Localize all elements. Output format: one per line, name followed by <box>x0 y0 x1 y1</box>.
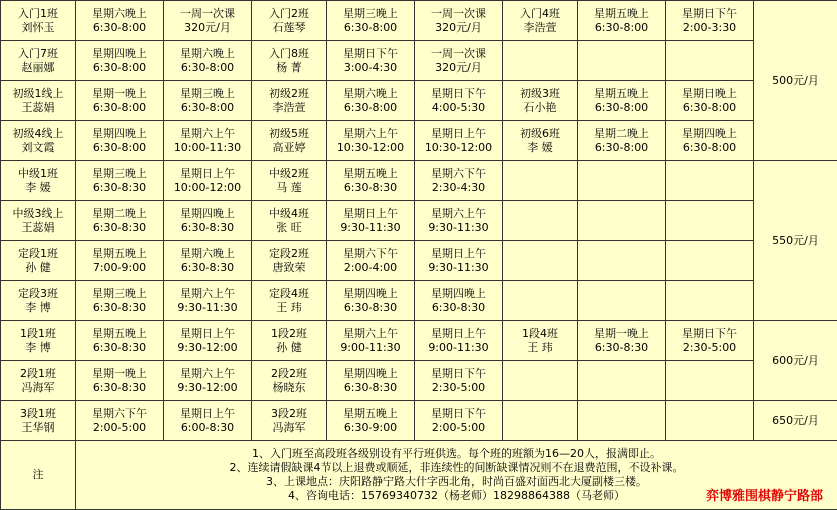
schedule-time-cell <box>666 321 754 361</box>
cell-line-secondary: 李 博 <box>25 340 51 354</box>
table-row <box>1 81 837 121</box>
cell-line-secondary: 冯海军 <box>272 420 306 434</box>
cell-line-secondary: 6:30-8:00 <box>594 20 649 34</box>
cell-line-secondary: 4:00-5:30 <box>431 100 486 114</box>
cell-line-primary: 星期二晚上 <box>92 206 147 220</box>
schedule-time-cell <box>164 241 252 281</box>
schedule-time-cell <box>578 281 666 321</box>
cell-line-secondary: 王蕊娟 <box>21 100 55 114</box>
class-name-cell <box>503 81 578 121</box>
schedule-time-cell <box>76 81 164 121</box>
schedule-time-cell <box>415 81 503 121</box>
cell-line-secondary: 孙 健 <box>25 260 51 274</box>
schedule-time-cell <box>76 201 164 241</box>
cell-line-primary: 1段1班 <box>20 326 56 340</box>
schedule-time-cell <box>164 81 252 121</box>
schedule-time-cell <box>327 281 415 321</box>
cell-line-secondary: 6:00-8:30 <box>180 420 235 434</box>
table-row <box>1 401 837 441</box>
cell-line-primary: 星期三晚上 <box>92 166 147 180</box>
cell-line-primary: 初级3班 <box>520 86 560 100</box>
class-name-cell <box>503 41 578 81</box>
schedule-time-cell <box>578 81 666 121</box>
cell-line-primary: 星期六下午 <box>343 246 398 260</box>
cell-line-secondary: 6:30-8:00 <box>682 140 737 154</box>
cell-line-secondary: 唐致荣 <box>272 260 306 274</box>
cell-line-secondary: 3:00-4:30 <box>343 60 398 74</box>
schedule-time-cell <box>415 161 503 201</box>
cell-line-secondary: 6:30-8:00 <box>180 100 235 114</box>
cell-line-secondary: 6:30-8:30 <box>92 180 147 194</box>
table-row <box>1 201 837 241</box>
cell-line-secondary: 6:30-8:30 <box>180 220 235 234</box>
schedule-time-cell <box>415 321 503 361</box>
schedule-time-cell <box>164 401 252 441</box>
schedule-time-cell <box>164 361 252 401</box>
schedule-time-cell <box>327 121 415 161</box>
cell-line-secondary: 张 旺 <box>276 220 302 234</box>
cell-line-secondary: 刘怀玉 <box>21 20 55 34</box>
schedule-time-cell <box>76 161 164 201</box>
schedule-time-cell <box>666 121 754 161</box>
cell-line-secondary: 冯海军 <box>21 380 55 394</box>
class-name-cell <box>503 1 578 41</box>
cell-line-secondary: 王蕊娟 <box>21 220 55 234</box>
cell-line-primary: 星期五晚上 <box>343 166 398 180</box>
schedule-time-cell <box>578 121 666 161</box>
cell-line-primary: 入门1班 <box>18 6 58 20</box>
cell-line-secondary: 9:30-11:30 <box>428 220 489 234</box>
cell-line-primary: 一周一次课 <box>180 6 235 20</box>
class-name-cell <box>503 241 578 281</box>
schedule-time-cell <box>327 361 415 401</box>
cell-line-secondary: 6:30-8:30 <box>92 300 147 314</box>
cell-line-secondary: 6:30-8:30 <box>343 300 398 314</box>
class-name-cell <box>252 1 327 41</box>
cell-line-secondary: 6:30-8:30 <box>343 180 398 194</box>
schedule-time-cell <box>415 281 503 321</box>
class-name-cell <box>503 361 578 401</box>
cell-line-primary: 一周一次课 <box>431 6 486 20</box>
cell-line-primary: 定段1班 <box>18 246 58 260</box>
schedule-time-cell <box>327 161 415 201</box>
schedule-time-cell <box>76 41 164 81</box>
schedule-time-cell <box>415 361 503 401</box>
class-name-cell <box>503 201 578 241</box>
schedule-time-cell <box>666 201 754 241</box>
note-line: 1、入门班至高段班各级别设有平行班供选。每个班的班额为16—20人，报满即止。 <box>252 447 661 460</box>
cell-line-secondary: 6:30-8:00 <box>594 100 649 114</box>
cell-line-secondary: 9:00-11:30 <box>428 340 489 354</box>
cell-line-secondary: 9:30-12:00 <box>177 380 238 394</box>
class-name-cell <box>1 241 76 281</box>
cell-line-secondary: 6:30-8:00 <box>180 60 235 74</box>
schedule-body <box>1 1 837 510</box>
cell-line-secondary: 李 媛 <box>527 140 553 154</box>
cell-line-primary: 星期一晚上 <box>594 326 649 340</box>
schedule-time-cell <box>327 201 415 241</box>
cell-line-secondary: 2:30-5:00 <box>431 380 486 394</box>
cell-line-secondary: 9:00-11:30 <box>340 340 401 354</box>
cell-line-primary: 星期日上午 <box>431 326 486 340</box>
cell-line-secondary: 10:30-12:00 <box>424 140 493 154</box>
schedule-time-cell <box>666 161 754 201</box>
schedule-time-cell <box>76 121 164 161</box>
class-name-cell <box>1 201 76 241</box>
class-name-cell <box>252 361 327 401</box>
schedule-time-cell <box>415 241 503 281</box>
cell-line-primary: 2段1班 <box>20 366 56 380</box>
cell-line-primary: 初级5班 <box>269 126 309 140</box>
cell-line-primary: 定段2班 <box>269 246 309 260</box>
cell-line-secondary: 10:00-11:30 <box>173 140 242 154</box>
cell-line-primary: 星期六上午 <box>180 126 235 140</box>
cell-line-primary: 初级2班 <box>269 86 309 100</box>
cell-line-primary: 星期六上午 <box>180 286 235 300</box>
schedule-time-cell <box>415 121 503 161</box>
schedule-time-cell <box>76 401 164 441</box>
cell-line-secondary: 2:30-4:30 <box>431 180 486 194</box>
class-name-cell <box>503 161 578 201</box>
note-line: 2、连续请假缺课4节以上退费或顺延，非连续性的间断缺课情况则不在退费范围，不设补课。 <box>229 461 684 474</box>
cell-line-primary: 星期日下午 <box>343 46 398 60</box>
schedule-time-cell <box>164 1 252 41</box>
cell-line-secondary: 石小艳 <box>523 100 557 114</box>
cell-line-primary: 星期日上午 <box>431 246 486 260</box>
cell-line-primary: 星期六晚上 <box>180 246 235 260</box>
cell-line-primary: 星期四晚上 <box>343 286 398 300</box>
cell-line-primary: 中级3线上 <box>12 206 64 220</box>
schedule-time-cell <box>327 241 415 281</box>
cell-line-secondary: 10:00-12:00 <box>173 180 242 194</box>
class-name-cell <box>503 121 578 161</box>
cell-line-secondary: 李 媛 <box>25 180 51 194</box>
table-row <box>1 321 837 361</box>
cell-line-primary: 1段2班 <box>271 326 307 340</box>
price-cell: 600元/月 <box>754 321 837 401</box>
cell-line-primary: 星期一晚上 <box>92 86 147 100</box>
table-row <box>1 1 837 41</box>
schedule-time-cell <box>164 281 252 321</box>
schedule-time-cell <box>666 41 754 81</box>
cell-line-secondary: 王华钢 <box>21 420 55 434</box>
schedule-time-cell <box>327 1 415 41</box>
class-name-cell <box>1 401 76 441</box>
cell-line-secondary: 李浩萱 <box>523 20 557 34</box>
schedule-time-cell <box>578 41 666 81</box>
cell-line-primary: 入门7班 <box>18 46 58 60</box>
cell-line-secondary: 高亚婷 <box>272 140 306 154</box>
table-row <box>1 41 837 81</box>
cell-line-primary: 星期三晚上 <box>92 286 147 300</box>
cell-line-primary: 星期日上午 <box>431 126 486 140</box>
cell-line-secondary: 320元/月 <box>184 20 231 34</box>
cell-line-primary: 星期六上午 <box>180 366 235 380</box>
cell-line-primary: 星期四晚上 <box>92 126 147 140</box>
cell-line-secondary: 6:30-8:00 <box>92 140 147 154</box>
cell-line-secondary: 9:30-12:00 <box>177 340 238 354</box>
table-row <box>1 281 837 321</box>
cell-line-secondary: 320元/月 <box>435 20 482 34</box>
cell-line-secondary: 6:30-8:30 <box>180 260 235 274</box>
price-cell: 550元/月 <box>754 161 837 321</box>
class-name-cell <box>1 321 76 361</box>
cell-line-primary: 星期四晚上 <box>431 286 486 300</box>
schedule-time-cell <box>164 201 252 241</box>
class-name-cell <box>252 321 327 361</box>
cell-line-primary: 初级6班 <box>520 126 560 140</box>
cell-line-secondary: 6:30-8:00 <box>92 100 147 114</box>
cell-line-primary: 定段4班 <box>269 286 309 300</box>
cell-line-secondary: 杨 菁 <box>276 60 302 74</box>
table-row <box>1 241 837 281</box>
cell-line-secondary: 6:30-8:30 <box>343 380 398 394</box>
cell-line-primary: 星期五晚上 <box>594 86 649 100</box>
cell-line-primary: 星期日下午 <box>431 406 486 420</box>
cell-line-secondary: 6:30-8:30 <box>594 340 649 354</box>
cell-line-primary: 星期六晚上 <box>92 6 147 20</box>
table-row <box>1 361 837 401</box>
cell-line-primary: 3段1班 <box>20 406 56 420</box>
schedule-time-cell <box>578 201 666 241</box>
schedule-time-cell <box>578 361 666 401</box>
schedule-time-cell <box>327 321 415 361</box>
schedule-time-cell <box>164 41 252 81</box>
cell-line-primary: 初级4线上 <box>12 126 64 140</box>
cell-line-secondary: 刘文霞 <box>21 140 55 154</box>
cell-line-secondary: 李 博 <box>25 300 51 314</box>
cell-line-secondary: 6:30-8:30 <box>92 340 147 354</box>
cell-line-secondary: 6:30-9:00 <box>343 420 398 434</box>
cell-line-primary: 星期一晚上 <box>92 366 147 380</box>
cell-line-primary: 星期日晚上 <box>682 86 737 100</box>
cell-line-primary: 中级2班 <box>269 166 309 180</box>
schedule-time-cell <box>666 241 754 281</box>
cell-line-primary: 初级1线上 <box>12 86 64 100</box>
schedule-time-cell <box>327 41 415 81</box>
schedule-time-cell <box>327 81 415 121</box>
cell-line-secondary: 马 莲 <box>276 180 302 194</box>
cell-line-primary: 2段2班 <box>271 366 307 380</box>
schedule-time-cell <box>666 1 754 41</box>
cell-line-secondary: 王 玮 <box>527 340 553 354</box>
note-line: 4、咨询电话：15769340732（杨老师）18298864388（马老师） <box>288 489 625 502</box>
class-name-cell <box>1 81 76 121</box>
cell-line-primary: 星期六晚上 <box>180 46 235 60</box>
cell-line-secondary: 孙 健 <box>276 340 302 354</box>
cell-line-secondary: 9:30-11:30 <box>177 300 238 314</box>
cell-line-primary: 星期五晚上 <box>594 6 649 20</box>
schedule-time-cell <box>76 281 164 321</box>
schedule-time-cell <box>666 81 754 121</box>
cell-line-primary: 入门8班 <box>269 46 309 60</box>
class-name-cell <box>252 41 327 81</box>
cell-line-primary: 星期四晚上 <box>343 366 398 380</box>
price-cell: 650元/月 <box>754 401 837 441</box>
schedule-time-cell <box>76 1 164 41</box>
cell-line-primary: 星期六下午 <box>92 406 147 420</box>
cell-line-primary: 中级4班 <box>269 206 309 220</box>
class-name-cell <box>503 281 578 321</box>
class-name-cell <box>1 41 76 81</box>
class-name-cell <box>252 401 327 441</box>
cell-line-primary: 入门2班 <box>269 6 309 20</box>
cell-line-primary: 入门4班 <box>520 6 560 20</box>
cell-line-primary: 星期日下午 <box>431 86 486 100</box>
table-row <box>1 161 837 201</box>
cell-line-primary: 星期四晚上 <box>682 126 737 140</box>
schedule-time-cell <box>578 321 666 361</box>
cell-line-primary: 星期四晚上 <box>92 46 147 60</box>
cell-line-primary: 星期五晚上 <box>92 326 147 340</box>
cell-line-secondary: 6:30-8:30 <box>431 300 486 314</box>
schedule-time-cell <box>415 401 503 441</box>
cell-line-primary: 星期六下午 <box>431 166 486 180</box>
schedule-time-cell <box>666 401 754 441</box>
cell-line-secondary: 王 玮 <box>276 300 302 314</box>
schedule-time-cell <box>666 281 754 321</box>
class-name-cell <box>252 121 327 161</box>
cell-line-secondary: 6:30-8:30 <box>92 380 147 394</box>
class-name-cell <box>1 121 76 161</box>
schedule-time-cell <box>164 121 252 161</box>
class-name-cell <box>252 241 327 281</box>
cell-line-primary: 星期日上午 <box>343 206 398 220</box>
cell-line-primary: 定段3班 <box>18 286 58 300</box>
class-name-cell <box>252 81 327 121</box>
cell-line-secondary: 6:30-8:00 <box>92 60 147 74</box>
cell-line-secondary: 2:30-5:00 <box>682 340 737 354</box>
cell-line-primary: 3段2班 <box>271 406 307 420</box>
cell-line-secondary: 6:30-8:00 <box>682 100 737 114</box>
cell-line-secondary: 7:00-9:00 <box>92 260 147 274</box>
cell-line-secondary: 杨晓东 <box>272 380 306 394</box>
cell-line-primary: 星期五晚上 <box>343 406 398 420</box>
class-name-cell <box>503 401 578 441</box>
cell-line-secondary: 石莲琴 <box>272 20 306 34</box>
cell-line-secondary: 2:00-4:00 <box>343 260 398 274</box>
cell-line-secondary: 赵丽娜 <box>21 60 55 74</box>
cell-line-primary: 星期六上午 <box>431 206 486 220</box>
schedule-time-cell <box>578 241 666 281</box>
table-row <box>1 121 837 161</box>
cell-line-primary: 星期日下午 <box>431 366 486 380</box>
cell-line-primary: 星期日上午 <box>180 326 235 340</box>
price-cell: 500元/月 <box>754 1 837 161</box>
cell-line-primary: 星期三晚上 <box>180 86 235 100</box>
schedule-time-cell <box>578 161 666 201</box>
cell-line-primary: 星期日上午 <box>180 166 235 180</box>
cell-line-secondary: 6:30-8:00 <box>92 20 147 34</box>
class-name-cell <box>252 201 327 241</box>
schedule-time-cell <box>415 201 503 241</box>
cell-line-secondary: 6:30-8:00 <box>343 20 398 34</box>
cell-line-primary: 星期日下午 <box>682 326 737 340</box>
class-name-cell <box>1 361 76 401</box>
cell-line-primary: 星期六上午 <box>343 126 398 140</box>
schedule-time-cell <box>164 321 252 361</box>
cell-line-secondary: 2:00-5:00 <box>431 420 486 434</box>
cell-line-primary: 星期五晚上 <box>92 246 147 260</box>
cell-line-primary: 星期日上午 <box>180 406 235 420</box>
schedule-time-cell <box>415 1 503 41</box>
cell-line-secondary: 6:30-8:00 <box>594 140 649 154</box>
cell-line-secondary: 2:00-5:00 <box>92 420 147 434</box>
cell-line-secondary: 6:30-8:00 <box>343 100 398 114</box>
cell-line-secondary: 9:30-11:30 <box>428 260 489 274</box>
cell-line-primary: 星期六晚上 <box>343 86 398 100</box>
cell-line-secondary: 320元/月 <box>435 60 482 74</box>
schedule-time-cell <box>76 321 164 361</box>
schedule-time-cell <box>578 1 666 41</box>
schedule-time-cell <box>76 361 164 401</box>
cell-line-primary: 星期四晚上 <box>180 206 235 220</box>
cell-line-primary: 星期二晚上 <box>594 126 649 140</box>
notes-label: 注 <box>1 441 76 510</box>
class-name-cell <box>1 161 76 201</box>
schedule-time-cell <box>578 401 666 441</box>
schedule-time-cell <box>666 361 754 401</box>
cell-line-secondary: 9:30-11:30 <box>340 220 401 234</box>
cell-line-primary: 星期六上午 <box>343 326 398 340</box>
cell-line-primary: 中级1班 <box>18 166 58 180</box>
class-name-cell <box>252 161 327 201</box>
class-name-cell <box>1 1 76 41</box>
cell-line-secondary: 2:00-3:30 <box>682 20 737 34</box>
class-name-cell <box>503 321 578 361</box>
note-line: 3、上课地点：庆阳路静宁路大什字西北角，时尚百盛对面西北大厦副楼三楼。 <box>266 475 647 488</box>
brand-name: 弈博雅围棋静宁路部 <box>705 489 823 504</box>
schedule-time-cell <box>164 161 252 201</box>
cell-line-primary: 1段4班 <box>522 326 558 340</box>
schedule-time-cell <box>415 41 503 81</box>
schedule-time-cell <box>327 401 415 441</box>
cell-line-secondary: 6:30-8:30 <box>92 220 147 234</box>
cell-line-primary: 星期三晚上 <box>343 6 398 20</box>
class-name-cell <box>1 281 76 321</box>
cell-line-primary: 一周一次课 <box>431 46 486 60</box>
cell-line-secondary: 10:30-12:00 <box>336 140 405 154</box>
cell-line-secondary: 李浩萱 <box>272 100 306 114</box>
class-name-cell <box>252 281 327 321</box>
schedule-time-cell <box>76 241 164 281</box>
cell-line-primary: 星期日下午 <box>682 6 737 20</box>
